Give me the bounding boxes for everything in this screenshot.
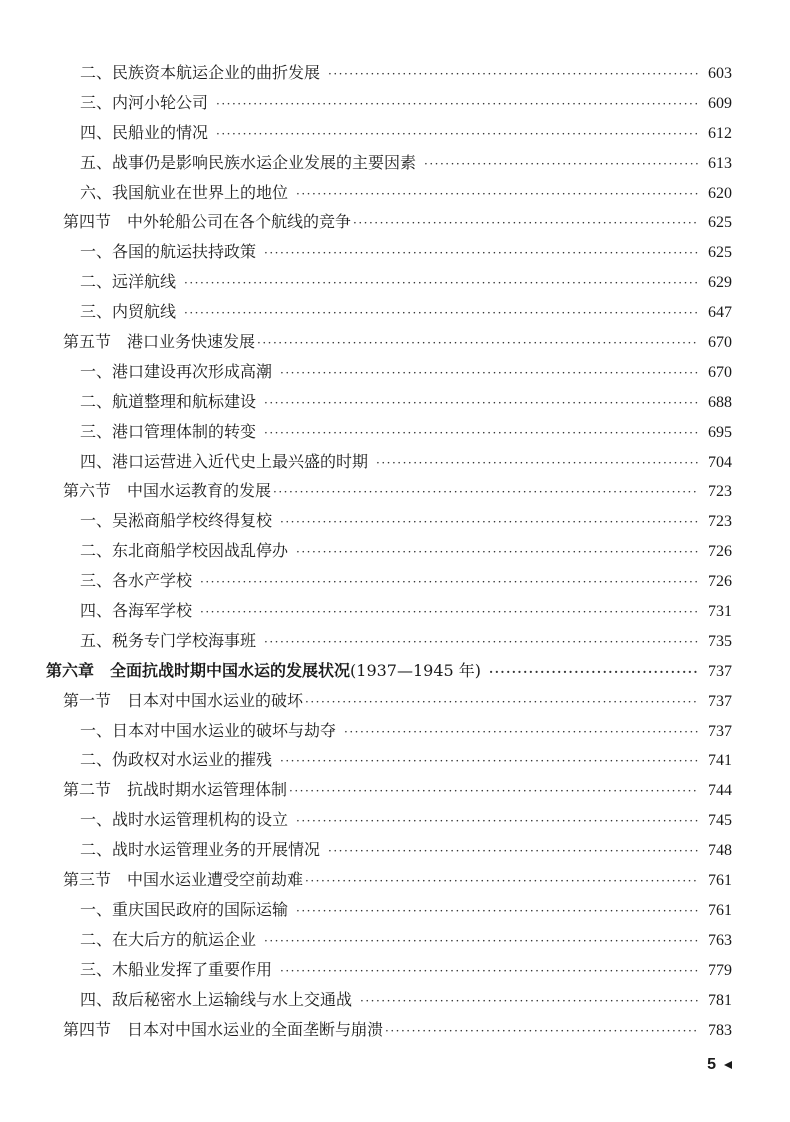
- toc-entry-title: [63, 327, 255, 357]
- dot-leader: [264, 239, 698, 269]
- dot-leader: [385, 1017, 698, 1047]
- toc-entry-title: [80, 596, 192, 626]
- toc-entry-item: [46, 835, 732, 865]
- toc-title-text: 四、敌后秘密水上运输线与水上交通战: [80, 989, 353, 1009]
- toc-entry-item: [46, 536, 732, 566]
- toc-entry-title: [80, 985, 352, 1015]
- toc-page-number: 726: [708, 573, 732, 591]
- toc-title-text: 二、民族资本航运企业的曲折发展: [80, 63, 321, 82]
- dot-leader: [296, 807, 698, 837]
- toc-entry-item: [46, 596, 732, 626]
- toc-title-text: 二、在大后方的航运企业: [80, 929, 257, 949]
- toc-title-text: 一、港口建设再次形成高潮: [80, 361, 273, 381]
- toc-entry-title: [80, 716, 336, 746]
- toc-entry-title: [80, 178, 288, 208]
- toc-entry-item: [46, 506, 732, 536]
- toc-entry-item: [46, 297, 732, 327]
- toc-entry-section: [46, 207, 732, 237]
- toc-page-number: 695: [708, 423, 732, 441]
- toc-page-number: 704: [708, 453, 732, 471]
- toc-page-number: 735: [708, 632, 732, 650]
- toc-page-number: 613: [708, 154, 732, 172]
- toc-page-number: 737: [708, 722, 732, 740]
- toc-entry-item: [46, 985, 732, 1015]
- dot-leader: [200, 568, 698, 598]
- toc-entry-item: [46, 447, 732, 477]
- toc-entry-title: [80, 148, 416, 178]
- toc-page-number: 737: [708, 662, 732, 680]
- toc-entry-title: [80, 58, 320, 88]
- dot-leader: [280, 359, 698, 389]
- dot-leader: [344, 718, 698, 748]
- dot-leader: [296, 897, 698, 927]
- toc-entry-title: [80, 267, 176, 297]
- dot-leader: [280, 957, 698, 987]
- toc-entry-item: [46, 148, 732, 178]
- table-of-contents: [46, 58, 732, 1044]
- toc-title-text: 一、吴淞商船学校终得复校: [80, 511, 273, 531]
- toc-title-text: 第四节 中外轮船公司在各个航线的竞争: [63, 212, 352, 232]
- toc-page-number: 741: [708, 752, 732, 770]
- dot-leader: [264, 927, 698, 957]
- toc-entry-title: [80, 297, 176, 327]
- toc-entry-title: [63, 686, 303, 716]
- toc-page-number: 620: [708, 184, 732, 202]
- toc-entry-section: [46, 686, 732, 716]
- toc-entry-title: [63, 207, 351, 237]
- dot-leader: [289, 777, 698, 807]
- toc-entry-title: [80, 955, 272, 985]
- toc-page-number: 723: [708, 513, 732, 531]
- toc-entry-item: [46, 58, 732, 88]
- toc-entry-item: [46, 716, 732, 746]
- toc-entry-item: [46, 805, 732, 835]
- toc-entry-section: [46, 1015, 732, 1045]
- toc-entry-title: [80, 387, 256, 417]
- dot-leader: [184, 269, 698, 299]
- toc-title-text: 二、伪政权对水运业的摧残: [80, 750, 273, 770]
- toc-title-text: 第六章 全面抗战时期中国水运的发展状况: [46, 660, 351, 680]
- toc-entry-item: [46, 178, 732, 208]
- toc-title-text: 二、战时水运管理业务的开展情况: [80, 840, 321, 860]
- toc-entry-title: [80, 417, 256, 447]
- toc-title-text: 第六节 中国水运教育的发展: [63, 481, 272, 501]
- dot-leader: [264, 419, 698, 449]
- toc-entry-title: [80, 237, 256, 267]
- toc-entry-title: [80, 626, 256, 656]
- dot-leader: [296, 180, 698, 210]
- page-number: 5: [707, 1056, 716, 1073]
- toc-title-text: 二、航道整理和航标建设: [80, 391, 257, 411]
- toc-entry-title: [80, 88, 208, 118]
- toc-page-number: 761: [708, 872, 732, 890]
- toc-page-number: 625: [708, 244, 732, 262]
- toc-entry-section: [46, 865, 732, 895]
- toc-title-text: 五、战事仍是影响民族水运企业发展的主要因素: [80, 152, 417, 172]
- toc-title-text: 一、战时水运管理机构的设立: [80, 810, 289, 830]
- toc-title-text: 一、各国的航运扶持政策: [80, 242, 257, 262]
- toc-entry-title: [80, 118, 208, 148]
- dot-leader: [376, 449, 698, 479]
- dot-leader: [257, 329, 698, 359]
- toc-entry-chapter: [46, 656, 732, 686]
- toc-page-number: 779: [708, 961, 732, 979]
- toc-entry-title: [80, 536, 288, 566]
- toc-page-number: 761: [708, 901, 732, 919]
- toc-entry-section: [46, 327, 732, 357]
- toc-title-text: 一、日本对中国水运业的破坏与劫夺: [80, 720, 337, 740]
- toc-entry-item: [46, 357, 732, 387]
- triangle-left-icon: [724, 1061, 732, 1069]
- toc-page-number: 625: [708, 214, 732, 232]
- toc-title-text: 三、内贸航线: [80, 302, 177, 322]
- toc-title-text: 五、税务专门学校海事班: [80, 630, 257, 650]
- toc-title-subtitle: (1937—1945 年): [350, 660, 482, 680]
- toc-title-text: 第三节 中国水运业遭受空前劫难: [63, 870, 304, 890]
- toc-title-text: 三、内河小轮公司: [80, 92, 209, 112]
- toc-page-number: 670: [708, 363, 732, 381]
- toc-title-text: 二、东北商船学校因战乱停办: [80, 541, 289, 561]
- toc-title-text: 六、我国航业在世界上的地位: [80, 182, 289, 202]
- toc-title-text: 一、重庆国民政府的国际运输: [80, 899, 289, 919]
- dot-leader: [360, 987, 698, 1017]
- dot-leader: [280, 747, 698, 777]
- toc-page-number: 612: [708, 124, 732, 142]
- dot-leader: [184, 299, 698, 329]
- toc-entry-section: [46, 476, 732, 506]
- toc-entry-title: [63, 1015, 383, 1045]
- toc-entry-title: [80, 835, 320, 865]
- dot-leader: [216, 120, 698, 150]
- toc-entry-title: [80, 895, 288, 925]
- toc-entry-item: [46, 267, 732, 297]
- toc-entry-title: [46, 656, 481, 686]
- toc-page-number: 647: [708, 304, 732, 322]
- dot-leader: [489, 658, 698, 688]
- toc-page-number: 609: [708, 94, 732, 112]
- toc-entry-item: [46, 745, 732, 775]
- toc-title-text: 三、各水产学校: [80, 571, 193, 591]
- toc-entry-title: [63, 775, 287, 805]
- dot-leader: [424, 150, 698, 180]
- dot-leader: [264, 389, 698, 419]
- toc-entry-title: [80, 447, 368, 477]
- toc-title-text: 四、各海军学校: [80, 601, 193, 621]
- dot-leader: [328, 837, 698, 867]
- toc-entry-item: [46, 925, 732, 955]
- dot-leader: [328, 60, 698, 90]
- dot-leader: [296, 538, 698, 568]
- toc-entry-title: [80, 566, 192, 596]
- toc-entry-item: [46, 955, 732, 985]
- toc-entry-title: [80, 506, 272, 536]
- dot-leader: [305, 867, 698, 897]
- toc-title-text: 三、木船业发挥了重要作用: [80, 959, 273, 979]
- toc-page-number: 731: [708, 603, 732, 621]
- toc-title-text: 第四节 日本对中国水运业的全面垄断与崩溃: [63, 1019, 384, 1039]
- toc-entry-title: [80, 357, 272, 387]
- toc-page-number: 726: [708, 543, 732, 561]
- toc-entry-item: [46, 118, 732, 148]
- toc-entry-item: [46, 387, 732, 417]
- toc-entry-item: [46, 88, 732, 118]
- toc-page-number: 723: [708, 483, 732, 501]
- toc-entry-title: [63, 476, 271, 506]
- toc-page-number: 629: [708, 274, 732, 292]
- toc-page-number: 745: [708, 812, 732, 830]
- toc-page-number: 781: [708, 991, 732, 1009]
- toc-page-number: 763: [708, 931, 732, 949]
- toc-title-text: 四、港口运营进入近代史上最兴盛的时期: [80, 451, 369, 471]
- dot-leader: [280, 508, 698, 538]
- toc-title-text: 四、民船业的情况: [80, 122, 209, 142]
- toc-entry-section: [46, 775, 732, 805]
- toc-entry-item: [46, 417, 732, 447]
- dot-leader: [305, 688, 698, 718]
- dot-leader: [353, 209, 698, 239]
- page-folio: [707, 1056, 732, 1074]
- toc-entry-item: [46, 566, 732, 596]
- toc-page-number: 688: [708, 393, 732, 411]
- toc-title-text: 第二节 抗战时期水运管理体制: [63, 780, 288, 800]
- dot-leader: [273, 478, 698, 508]
- toc-title-text: 三、港口管理体制的转变: [80, 421, 257, 441]
- toc-page-number: 744: [708, 782, 732, 800]
- dot-leader: [216, 90, 698, 120]
- toc-page-number: 603: [708, 65, 732, 82]
- toc-entry-title: [80, 805, 288, 835]
- toc-page-number: 737: [708, 692, 732, 710]
- toc-title-text: 第一节 日本对中国水运业的破坏: [63, 690, 304, 710]
- toc-entry-title: [63, 865, 303, 895]
- dot-leader: [200, 598, 698, 628]
- toc-entry-title: [80, 745, 272, 775]
- toc-title-text: 第五节 港口业务快速发展: [63, 332, 256, 352]
- toc-page-number: 670: [708, 334, 732, 352]
- toc-entry-item: [46, 895, 732, 925]
- toc-entry-item: [46, 237, 732, 267]
- toc-entry-title: [80, 925, 256, 955]
- toc-entry-item: [46, 626, 732, 656]
- toc-title-text: 二、远洋航线: [80, 272, 177, 292]
- dot-leader: [264, 628, 698, 658]
- toc-page-number: 783: [708, 1021, 732, 1039]
- toc-page-number: 748: [708, 842, 732, 860]
